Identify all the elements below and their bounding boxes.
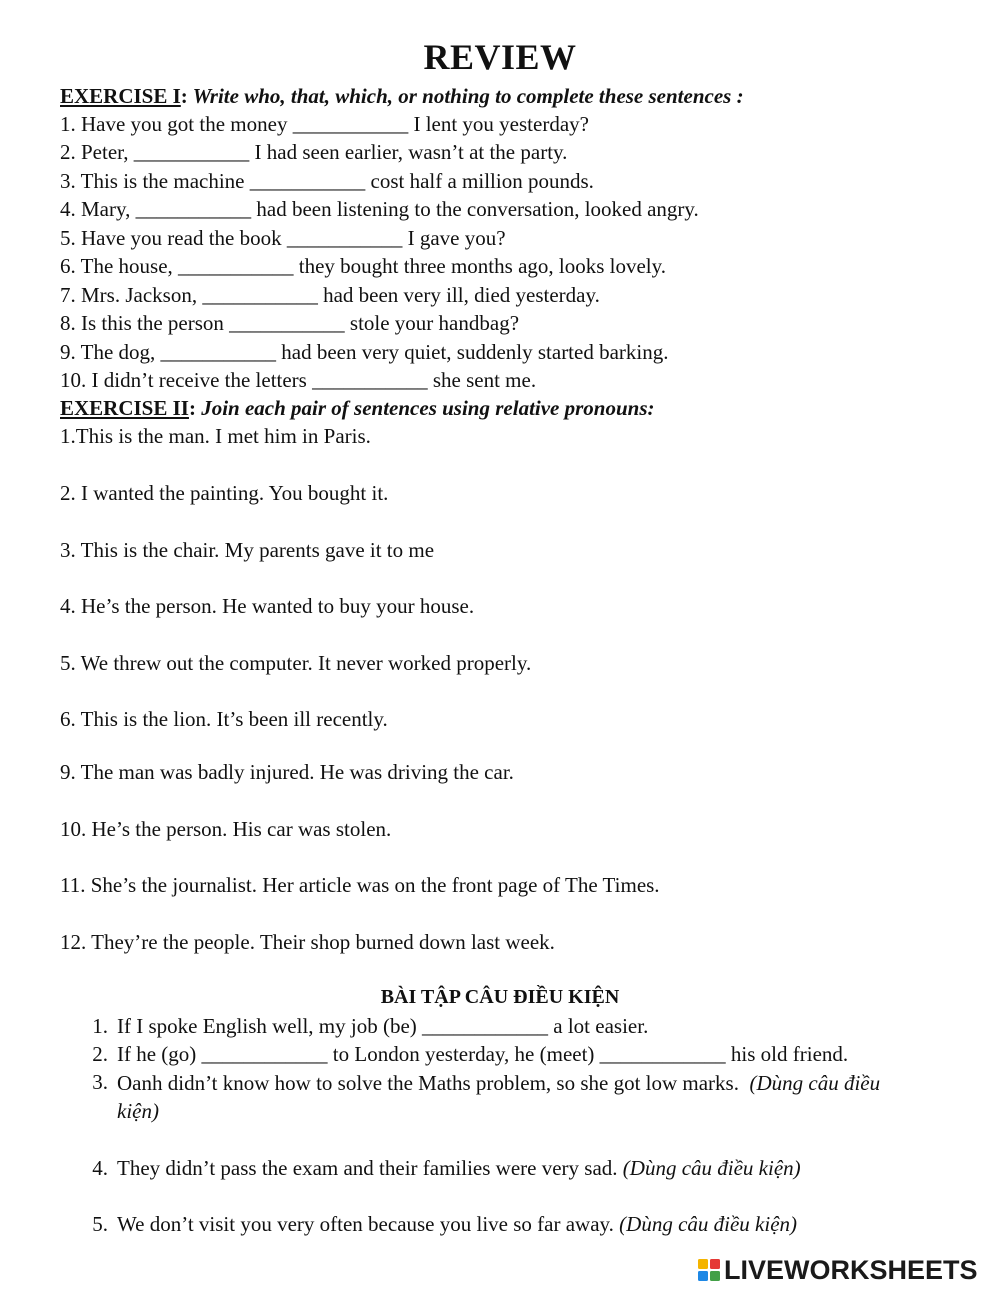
- exercise-2-item: 3. This is the chair. My parents gave it to me: [60, 538, 435, 562]
- exercise-1-item[interactable]: 5. Have you read the book ___________ I gave you?: [60, 226, 506, 250]
- exercise-2-item: 2. I wanted the painting. You bought it.: [60, 481, 389, 505]
- conditional-item-number: 3.: [92, 1070, 108, 1094]
- exercise-2-item: 1.This is the man. I met him in Paris.: [60, 424, 371, 448]
- exercise-2-item: 5. We threw out the computer. It never worked properly.: [60, 651, 532, 675]
- exercise-2-label: EXERCISE II: [60, 396, 189, 420]
- conditionals-heading: BÀI TẬP CÂU ĐIỀU KIỆN: [380, 986, 620, 1008]
- exercise-2-instruction: Join each pair of sentences using relative pronouns:: [195, 396, 655, 420]
- conditional-item-hint: (Dùng câu điều kiện): [117, 1071, 881, 1123]
- exercise-1-heading: EXERCISE I: Write who, that, which, or nothing to complete these sentences :: [60, 84, 744, 108]
- conditional-item-text: They didn’t pass the exam and their families were very sad. (Dùng câu điều kiện): [117, 1156, 801, 1180]
- conditional-item-hint: (Dùng câu điều kiện): [619, 1212, 798, 1236]
- conditional-item-number: 1.: [92, 1014, 108, 1038]
- exercise-1-item[interactable]: 10. I didn’t receive the letters ___________ she sent me.: [60, 368, 537, 392]
- exercise-1-instruction: Write who, that, which, or nothing to complete these sentences :: [187, 84, 744, 108]
- conditional-item-hint: (Dùng câu điều kiện): [622, 1156, 801, 1180]
- conditional-item-number: 2.: [92, 1042, 108, 1066]
- exercise-2-item: 11. She’s the journalist. Her article was on the front page of The Times.: [60, 873, 660, 897]
- exercise-1-label: EXERCISE I: [60, 84, 181, 108]
- conditional-item-text: Oanh didn’t know how to solve the Maths problem, so she got low marks. (Dùng câu điều kiện): [117, 1071, 881, 1123]
- exercise-1-item[interactable]: 6. The house, ___________ they bought three months ago, looks lovely.: [60, 254, 667, 278]
- exercise-1-item[interactable]: 2. Peter, ___________ I had seen earlier, wasn’t at the party.: [60, 140, 568, 164]
- liveworksheets-logo-icon: [697, 1258, 721, 1282]
- exercise-2-item: 10. He’s the person. His car was stolen.: [60, 817, 392, 841]
- exercise-1-item[interactable]: 9. The dog, ___________ had been very quiet, suddenly started barking.: [60, 340, 669, 364]
- exercise-2-heading: EXERCISE II: Join each pair of sentences using relative pronouns:: [60, 396, 655, 420]
- liveworksheets-wordmark: LIVEWORKSHEETS: [724, 1254, 978, 1285]
- conditional-item-text: If I spoke English well, my job (be) ____________ a lot easier.: [117, 1014, 649, 1038]
- conditional-item-text: If he (go) ____________ to London yesterday, he (meet) ____________ his old friend.: [117, 1042, 849, 1066]
- exercise-2-item: 12. They’re the people. Their shop burned down last week.: [60, 930, 555, 954]
- exercise-1-item[interactable]: 8. Is this the person ___________ stole your handbag?: [60, 311, 520, 335]
- exercise-1-item[interactable]: 1. Have you got the money ___________ I lent you yesterday?: [60, 112, 589, 136]
- conditional-item-number: 4.: [92, 1156, 108, 1180]
- exercise-1-item[interactable]: 3. This is the machine ___________ cost half a million pounds.: [60, 169, 594, 193]
- page-title: REVIEW: [423, 37, 577, 77]
- exercise-1-item[interactable]: 7. Mrs. Jackson, ___________ had been very ill, died yesterday.: [60, 283, 600, 307]
- conditional-item-text: We don’t visit you very often because you live so far away. (Dùng câu điều kiện): [117, 1212, 798, 1236]
- exercise-2-item: 9. The man was badly injured. He was driving the car.: [60, 760, 514, 784]
- liveworksheets-logo: [697, 1255, 978, 1285]
- exercise-2-item: 6. This is the lion. It’s been ill recently.: [60, 707, 388, 731]
- exercise-1-item[interactable]: 4. Mary, ___________ had been listening to the conversation, looked angry.: [60, 197, 699, 221]
- exercise-2-item: 4. He’s the person. He wanted to buy your house.: [60, 594, 475, 618]
- conditional-item-number: 5.: [92, 1212, 108, 1236]
